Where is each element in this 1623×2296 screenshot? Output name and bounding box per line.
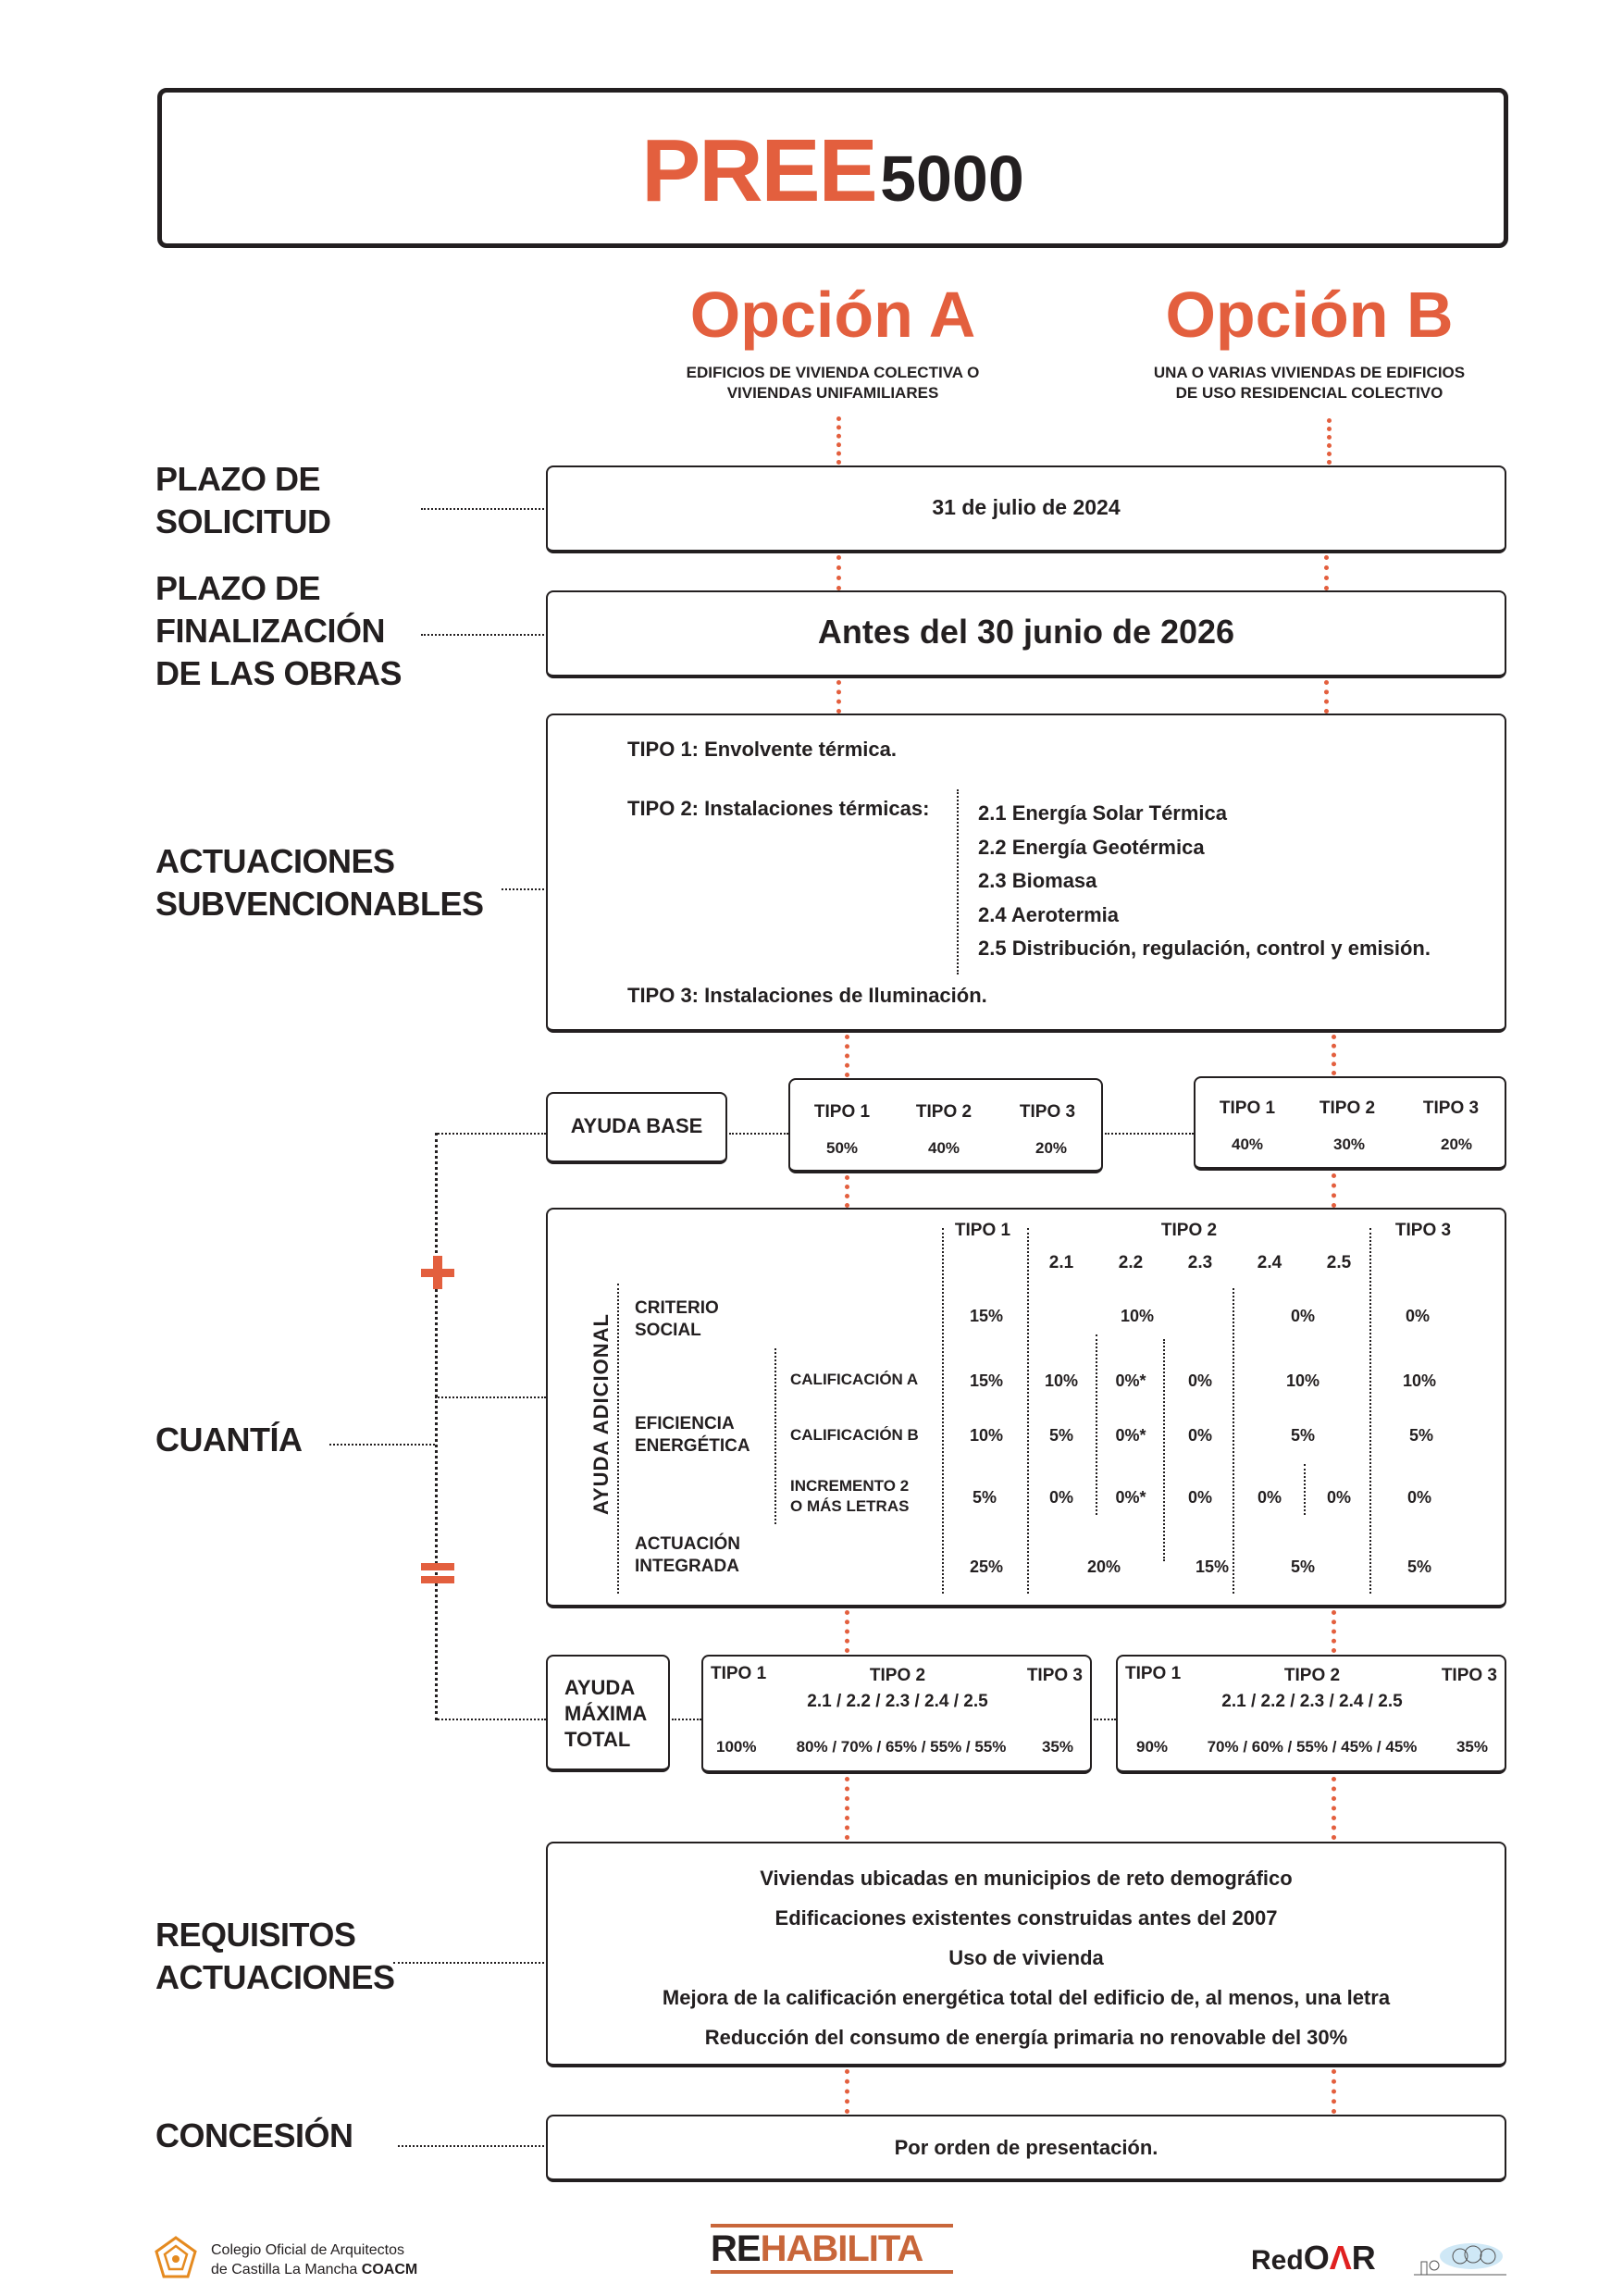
ayuda-adicional-table [546, 1208, 1506, 1608]
ayuda-base-label-box [546, 1092, 727, 1164]
redoar-logo [1251, 2238, 1376, 2281]
rehabilita-re: RE [711, 2228, 761, 2269]
value-tipo2: 40% [927, 1139, 960, 1157]
label-connector [502, 888, 544, 890]
cell: 15% [1195, 1558, 1230, 1576]
plazo-finalizacion-label [155, 567, 402, 695]
rehabilita-logo [711, 2224, 953, 2274]
label-line: SOLICITUD [155, 503, 331, 540]
divider [1163, 1339, 1165, 1561]
option-b-header [1078, 278, 1541, 403]
label-line: ACTUACIONES [155, 842, 395, 880]
coacm-logo-icon [153, 2235, 208, 2281]
subheader: 2.2 [1118, 1253, 1144, 1272]
plazo-solicitud-label [155, 458, 331, 543]
option-b-title: Opción B [1165, 279, 1454, 351]
cell: 5% [1290, 1558, 1316, 1576]
tipo2-item: 2.2 Energía Geotérmica [978, 835, 1205, 859]
requisitos-box [546, 1842, 1506, 2067]
ayuda-base-option-b [1194, 1076, 1506, 1171]
connector [1105, 1133, 1194, 1135]
tipo2-list [978, 797, 1431, 966]
cell: 0%* [1115, 1488, 1146, 1507]
requisito-item: Reducción del consumo de energía primaria no renovable del 30% [704, 2026, 1348, 2049]
requisitos-label [155, 1914, 395, 1999]
divider [1233, 1288, 1234, 1594]
label-line: ACTUACIONES [155, 1958, 395, 1996]
label-line: O MÁS LETRAS [790, 1497, 910, 1515]
connector-a [836, 416, 841, 465]
header-tipo2: TIPO 2 [1160, 1221, 1218, 1240]
subheader: 2.4 [1257, 1253, 1282, 1272]
option-a-subtitle-2: VIVIENDAS UNIFAMILIARES [726, 384, 939, 402]
value-tipo3: 35% [1456, 1738, 1488, 1756]
value-tipo1: 100% [716, 1738, 757, 1756]
cell: 15% [969, 1371, 1004, 1390]
cell: 10% [1285, 1371, 1320, 1390]
cell: 0% [1326, 1488, 1352, 1507]
actuaciones-tipo2: TIPO 2: Instalaciones térmicas: [627, 797, 930, 820]
row-label-criterio-social [635, 1297, 719, 1342]
label-line: CRITERIO [635, 1298, 719, 1318]
connector-b [1332, 1035, 1336, 1075]
header-tipo1: TIPO 1 [1125, 1664, 1182, 1683]
label-line: SOCIAL [635, 1321, 701, 1340]
label-line: SUBVENCIONABLES [155, 885, 484, 923]
bracket-to-ayuda-adicional [435, 1396, 546, 1398]
cell: 5% [1408, 1426, 1434, 1445]
label-line: ACTUACIÓN [635, 1534, 740, 1554]
header-tipo1: TIPO 1 [954, 1221, 1011, 1240]
concesion-label: CONCESIÓN [155, 2116, 353, 2154]
cell: 10% [1402, 1371, 1437, 1390]
label-line: TOTAL [564, 1728, 631, 1751]
value-tipo3: 20% [1035, 1139, 1068, 1157]
cell: 0%* [1115, 1371, 1146, 1390]
cell: 0% [1048, 1488, 1074, 1507]
row-label-actuacion-integrada [635, 1533, 740, 1578]
header-tipo2: TIPO 2 [915, 1102, 973, 1122]
label-line: INCREMENTO 2 [790, 1477, 910, 1495]
divider [1304, 1464, 1306, 1515]
connector-a [845, 1175, 849, 1208]
label-connector [421, 634, 544, 636]
header-tipo3: TIPO 3 [1394, 1221, 1452, 1240]
coacm-line: Colegio Oficial de Arquitectos [211, 2242, 404, 2258]
cell: 10% [1120, 1307, 1155, 1325]
plazo-solicitud-box [546, 465, 1506, 553]
label-connector [398, 2145, 544, 2147]
redoar-o: O [1303, 2239, 1330, 2277]
label-line: AYUDA [564, 1676, 636, 1699]
label-connector [393, 1962, 544, 1964]
value-tipo2: 30% [1332, 1136, 1366, 1153]
concesion-box [546, 2115, 1506, 2182]
coacm-abbr: COACM [361, 2262, 418, 2277]
ayuda-base-option-a [788, 1078, 1103, 1173]
divider [774, 1348, 776, 1524]
page-title [162, 120, 1504, 222]
value-tipo3: 20% [1440, 1136, 1473, 1153]
cell: 0% [1187, 1488, 1213, 1507]
connector-b [1324, 680, 1329, 714]
connector-b [1332, 2069, 1336, 2114]
connector-a [845, 1035, 849, 1077]
value-tipo1: 50% [825, 1139, 859, 1157]
requisito-item: Viviendas ubicadas en municipios de reto demográfico [760, 1867, 1293, 1890]
tipo2-subtypes: 2.1 / 2.2 / 2.3 / 2.4 / 2.5 [807, 1692, 988, 1711]
connector-a [836, 680, 841, 714]
row-label-calificacion-a: CALIFICACIÓN A [790, 1371, 919, 1388]
cuantia-label: CUANTÍA [155, 1421, 303, 1458]
label-line: PLAZO DE [155, 460, 321, 498]
requisito-item: Mejora de la calificación energética total del edificio de, al menos, una letra [662, 1986, 1391, 2009]
cell: 5% [972, 1488, 997, 1507]
cell: 15% [969, 1307, 1004, 1325]
divider [1027, 1228, 1029, 1594]
ayuda-maxima-label [564, 1675, 647, 1753]
cell: 0% [1187, 1426, 1213, 1445]
subheader: 2.3 [1187, 1253, 1213, 1272]
connector-b [1324, 555, 1329, 590]
value-tipo1: 40% [1231, 1136, 1264, 1153]
header-tipo1: TIPO 1 [1219, 1098, 1276, 1118]
value-tipo1: 90% [1136, 1738, 1169, 1756]
value-tipo2: 70% / 60% / 55% / 45% / 45% [1207, 1738, 1418, 1756]
concesion-value: Por orden de presentación. [894, 2136, 1158, 2159]
connector-a [836, 555, 841, 590]
tipo2-divider [957, 789, 959, 974]
requisito-item: Uso de vivienda [948, 1946, 1104, 1969]
title-box [157, 88, 1508, 248]
cell: 5% [1406, 1558, 1432, 1576]
actuaciones-tipo3: TIPO 3: Instalaciones de Iluminación. [627, 984, 987, 1007]
option-b-subtitle-1: UNA O VARIAS VIVIENDAS DE EDIFICIOS [1153, 364, 1466, 381]
label-connector [329, 1444, 435, 1446]
cell: 0% [1257, 1488, 1282, 1507]
label-connector [421, 508, 544, 510]
title-main: PREE [641, 121, 876, 220]
header-tipo3: TIPO 3 [1441, 1666, 1497, 1685]
ayuda-maxima-option-a [701, 1655, 1092, 1774]
option-a-subtitle-1: EDIFICIOS DE VIVIENDA COLECTIVA O [686, 364, 980, 381]
label-line: PLAZO DE [155, 569, 321, 607]
bracket-to-ayuda-maxima [435, 1719, 546, 1720]
subheader: 2.5 [1326, 1253, 1352, 1272]
redoar-red: Red [1251, 2245, 1304, 2276]
label-line: ENERGÉTICA [635, 1436, 750, 1456]
tipo2-item: 2.5 Distribución, regulación, control y emisión. [978, 937, 1431, 960]
tipo2-item: 2.3 Biomasa [978, 869, 1097, 892]
actuaciones-box [546, 714, 1506, 1033]
label-line: MÁXIMA [564, 1702, 648, 1725]
connector-a [845, 1610, 849, 1653]
value-tipo2: 80% / 70% / 65% / 55% / 55% [796, 1738, 1007, 1756]
tipo2-item: 2.4 Aerotermia [978, 902, 1120, 926]
label-line: EFICIENCIA [635, 1414, 735, 1433]
plus-icon [421, 1260, 454, 1285]
header-tipo1: TIPO 1 [711, 1664, 767, 1683]
divider [1096, 1334, 1097, 1515]
ayuda-base-label: AYUDA BASE [570, 1114, 703, 1137]
tipo2-subtypes: 2.1 / 2.2 / 2.3 / 2.4 / 2.5 [1221, 1692, 1403, 1711]
header-tipo2: TIPO 2 [1283, 1666, 1341, 1685]
header-tipo2: TIPO 2 [869, 1666, 926, 1685]
actuaciones-label [155, 840, 484, 925]
row-label-incremento [790, 1476, 909, 1517]
ayuda-adicional-label: AYUDA ADICIONAL [589, 1313, 613, 1515]
cell: 0% [1405, 1307, 1431, 1325]
cell: 20% [1086, 1558, 1121, 1576]
value-tipo3: 35% [1041, 1738, 1073, 1756]
redoar-r: R [1351, 2239, 1376, 2277]
connector [672, 1719, 701, 1720]
cell: 0% [1406, 1488, 1432, 1507]
connector [1094, 1719, 1116, 1720]
cell: 0%* [1115, 1426, 1146, 1445]
option-a-title: Opción A [689, 279, 976, 351]
cell: 0% [1187, 1371, 1213, 1390]
header-tipo3: TIPO 3 [1422, 1098, 1480, 1118]
cell: 5% [1290, 1426, 1316, 1445]
divider [1369, 1228, 1371, 1594]
option-a-header [601, 278, 1064, 403]
connector [729, 1133, 788, 1135]
header-tipo1: TIPO 1 [813, 1102, 871, 1122]
header-tipo3: TIPO 3 [1019, 1102, 1076, 1122]
ayuda-maxima-label-box [546, 1655, 670, 1772]
connector-a [845, 2069, 849, 2114]
connector-a [845, 1777, 849, 1840]
cell: 0% [1290, 1307, 1316, 1325]
divider [617, 1284, 619, 1594]
plazo-finalizacion-value: Antes del 30 junio de 2026 [817, 613, 1235, 651]
rehabilita-rest: HABILITA [760, 2228, 923, 2269]
cell: 5% [1048, 1426, 1074, 1445]
tipo2-item: 2.1 Energía Solar Térmica [978, 801, 1228, 825]
equals-icon [421, 1563, 454, 1582]
actuaciones-tipo1: TIPO 1: Envolvente térmica. [627, 738, 897, 761]
coacm-line: de Castilla La Mancha [211, 2262, 358, 2277]
header-tipo2: TIPO 2 [1319, 1098, 1376, 1118]
row-label-calificacion-b: CALIFICACIÓN B [790, 1426, 919, 1444]
row-label-eficiencia [635, 1413, 750, 1458]
label-line: DE LAS OBRAS [155, 654, 403, 692]
cuantia-bracket [435, 1133, 438, 1720]
label-line: INTEGRADA [635, 1557, 739, 1576]
cell: 25% [969, 1558, 1004, 1576]
redoar-trees-icon [1414, 2240, 1506, 2278]
connector-b [1332, 1173, 1336, 1208]
title-number: 5000 [880, 143, 1024, 215]
bracket-to-ayuda-base [435, 1133, 546, 1135]
label-line: FINALIZACIÓN [155, 612, 385, 650]
requisito-item: Edificaciones existentes construidas antes del 2007 [774, 1906, 1278, 1930]
coacm-text [211, 2240, 417, 2279]
connector-b [1332, 1777, 1336, 1840]
label-line: REQUISITOS [155, 1916, 356, 1954]
cell: 10% [969, 1426, 1004, 1445]
subheader: 2.1 [1048, 1253, 1074, 1272]
option-b-subtitle-2: DE USO RESIDENCIAL COLECTIVO [1175, 384, 1443, 402]
plazo-finalizacion-box [546, 590, 1506, 678]
plazo-solicitud-value: 31 de julio de 2024 [932, 495, 1121, 519]
requisitos-list [548, 1858, 1505, 2057]
cell: 10% [1044, 1371, 1079, 1390]
divider [942, 1228, 944, 1594]
connector-b [1327, 418, 1332, 465]
header-tipo3: TIPO 3 [1026, 1666, 1083, 1685]
connector-b [1332, 1610, 1336, 1653]
redoar-a: Λ [1329, 2239, 1352, 2277]
ayuda-maxima-option-b [1116, 1655, 1506, 1774]
